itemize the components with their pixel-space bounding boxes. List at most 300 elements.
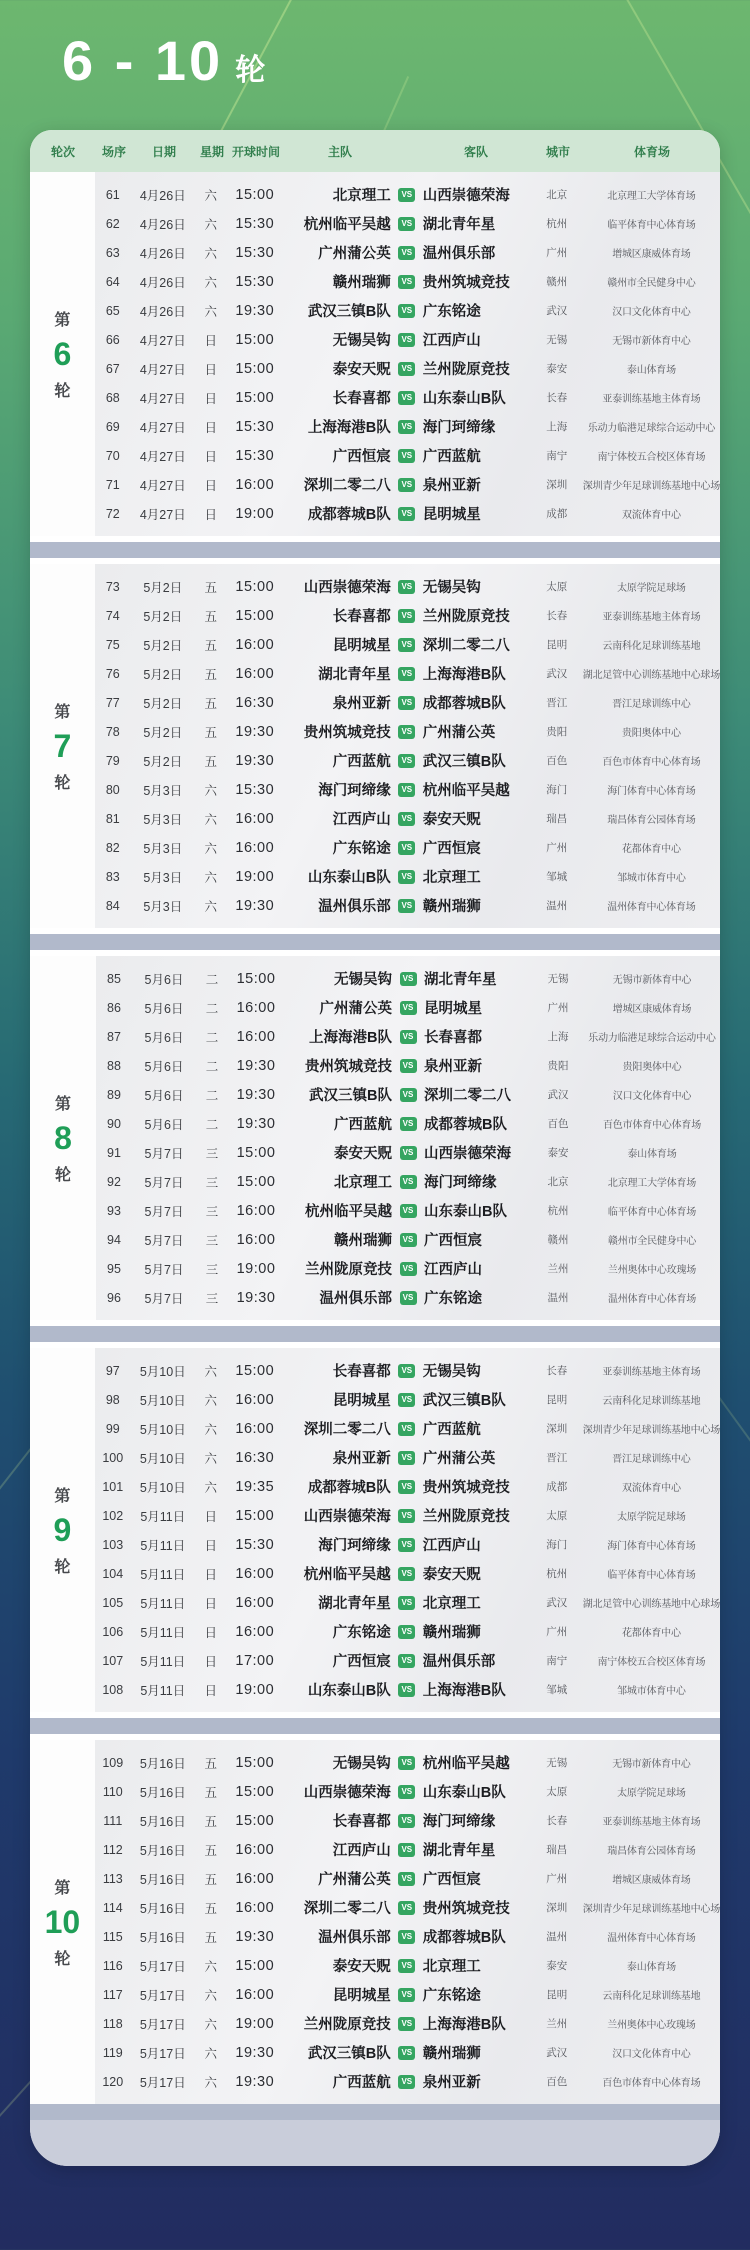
match-city: 深圳 bbox=[546, 1902, 568, 1914]
match-no: 72 bbox=[105, 506, 120, 521]
match-row bbox=[96, 993, 720, 1022]
home-team: 贵州筑城竞技 bbox=[305, 1059, 392, 1075]
match-weekday: 五 bbox=[204, 1814, 218, 1829]
kickoff-time: 15:00 bbox=[235, 578, 275, 595]
match-stadium: 双流体育中心 bbox=[621, 1483, 681, 1494]
match-city: 百色 bbox=[547, 1118, 569, 1130]
match-stadium: 太原学院足球场 bbox=[617, 583, 686, 594]
match-row bbox=[95, 296, 720, 325]
vs-cell bbox=[395, 1901, 419, 1915]
away-team: 广州蒲公英 bbox=[422, 725, 496, 741]
match-weekday: 二 bbox=[205, 1030, 219, 1045]
vs-badge: VS bbox=[400, 1117, 417, 1131]
match-city: 上海 bbox=[547, 1031, 569, 1043]
match-no: 114 bbox=[102, 1900, 123, 1915]
vs-cell bbox=[395, 1480, 419, 1494]
match-city: 太原 bbox=[546, 581, 568, 593]
vs-badge: VS bbox=[398, 1451, 415, 1465]
round-rows bbox=[96, 956, 720, 1320]
match-stadium: 贵阳奥体中心 bbox=[622, 1062, 682, 1073]
header-cell-match-no: 场序 bbox=[101, 144, 126, 159]
match-stadium: 亚泰训练基地主体育场 bbox=[602, 394, 701, 405]
match-date: 5月2日 bbox=[143, 638, 183, 653]
match-row bbox=[95, 2009, 720, 2038]
match-stadium: 百色市体育中心体育场 bbox=[602, 757, 701, 768]
round-number: 9 bbox=[53, 1512, 72, 1548]
match-city: 晋江 bbox=[546, 1452, 568, 1464]
match-city: 贵阳 bbox=[546, 726, 568, 738]
home-team: 泉州亚新 bbox=[332, 696, 391, 712]
match-no: 76 bbox=[105, 666, 120, 681]
kickoff-time: 19:00 bbox=[235, 868, 275, 885]
match-no: 68 bbox=[105, 390, 120, 405]
kickoff-time: 15:00 bbox=[235, 1783, 275, 1800]
match-date: 5月3日 bbox=[143, 812, 183, 827]
match-row bbox=[96, 1196, 720, 1225]
match-no: 94 bbox=[107, 1232, 121, 1247]
match-date: 5月16日 bbox=[139, 1872, 186, 1887]
away-team: 温州俱乐部 bbox=[422, 246, 496, 262]
home-team: 武汉三镇B队 bbox=[307, 2046, 391, 2062]
match-stadium: 瑞昌体育公园体育场 bbox=[607, 815, 696, 826]
vs-cell bbox=[395, 1814, 419, 1828]
home-team: 深圳二零二八 bbox=[303, 1422, 391, 1438]
home-team: 武汉三镇B队 bbox=[307, 304, 391, 320]
match-date: 5月10日 bbox=[139, 1364, 186, 1379]
vs-cell bbox=[395, 1843, 419, 1857]
match-row bbox=[95, 1443, 720, 1472]
kickoff-time: 19:30 bbox=[235, 2073, 275, 2090]
match-no: 88 bbox=[107, 1058, 121, 1073]
vs-cell bbox=[395, 1422, 419, 1436]
match-row bbox=[95, 412, 720, 441]
round-section-7 bbox=[30, 564, 720, 928]
match-weekday: 日 bbox=[204, 362, 218, 377]
kickoff-time: 16:00 bbox=[235, 1986, 275, 2003]
match-no: 87 bbox=[107, 1029, 121, 1044]
schedule-table bbox=[30, 130, 720, 2166]
vs-badge: VS bbox=[398, 1509, 415, 1523]
kickoff-time: 15:00 bbox=[236, 1173, 276, 1190]
match-row bbox=[95, 1385, 720, 1414]
vs-cell bbox=[395, 217, 419, 231]
match-city: 贵阳 bbox=[547, 1060, 569, 1072]
vs-badge: VS bbox=[398, 362, 415, 376]
vs-badge: VS bbox=[398, 870, 415, 884]
home-team: 山西崇德荣海 bbox=[303, 580, 391, 596]
home-team: 杭州临平吴越 bbox=[303, 1567, 391, 1583]
section-divider-band bbox=[30, 1326, 720, 1342]
round-sidebar bbox=[30, 564, 95, 928]
home-team: 武汉三镇B队 bbox=[309, 1088, 392, 1104]
kickoff-time: 15:00 bbox=[235, 1957, 275, 1974]
home-team: 广西蓝航 bbox=[334, 1117, 392, 1133]
kickoff-time: 15:30 bbox=[235, 1536, 275, 1553]
round-label bbox=[54, 307, 72, 401]
section-divider-band bbox=[30, 934, 720, 950]
match-no: 81 bbox=[105, 811, 120, 826]
vs-cell bbox=[395, 333, 419, 347]
home-team: 昆明城星 bbox=[332, 1393, 391, 1409]
match-stadium: 北京理工大学体育场 bbox=[607, 1178, 697, 1189]
match-stadium: 深圳青少年足球训练基地中心场 bbox=[582, 1425, 720, 1436]
match-row bbox=[95, 1472, 720, 1501]
vs-badge: VS bbox=[400, 1030, 417, 1044]
match-stadium: 深圳青少年足球训练基地中心场 bbox=[582, 1904, 720, 1915]
match-date: 5月6日 bbox=[144, 1088, 184, 1103]
away-team: 湖北青年星 bbox=[422, 217, 496, 233]
match-date: 5月2日 bbox=[143, 754, 183, 769]
match-no: 118 bbox=[102, 2016, 123, 2031]
match-no: 61 bbox=[105, 187, 120, 202]
round-sections bbox=[30, 172, 720, 2104]
kickoff-time: 19:00 bbox=[236, 1260, 276, 1277]
match-weekday: 五 bbox=[204, 1785, 218, 1800]
vs-cell bbox=[395, 1683, 419, 1697]
header-cell-home: 主队 bbox=[327, 144, 352, 159]
home-team: 广西恒宸 bbox=[332, 449, 391, 465]
match-city: 泰安 bbox=[546, 363, 568, 375]
match-weekday: 三 bbox=[205, 1291, 219, 1306]
match-date: 5月16日 bbox=[139, 1785, 186, 1800]
match-date: 5月7日 bbox=[144, 1204, 184, 1219]
match-no: 113 bbox=[102, 1871, 123, 1886]
match-row bbox=[95, 891, 720, 920]
home-team: 山西崇德荣海 bbox=[303, 1509, 391, 1525]
match-no: 70 bbox=[105, 448, 120, 463]
kickoff-time: 16:00 bbox=[236, 1231, 276, 1248]
match-no: 86 bbox=[107, 1000, 121, 1015]
match-row bbox=[95, 1675, 720, 1704]
match-city: 南宁 bbox=[546, 1655, 568, 1667]
match-date: 5月16日 bbox=[139, 1843, 186, 1858]
kickoff-time: 16:30 bbox=[235, 1449, 275, 1466]
header-cell-stadium: 体育场 bbox=[633, 144, 670, 159]
match-city: 北京 bbox=[546, 189, 568, 201]
match-city: 百色 bbox=[546, 755, 568, 767]
match-row bbox=[95, 1922, 720, 1951]
match-weekday: 日 bbox=[204, 1683, 218, 1698]
match-city: 上海 bbox=[546, 421, 568, 433]
match-stadium: 花都体育中心 bbox=[621, 1628, 681, 1639]
match-no: 117 bbox=[102, 1987, 123, 2002]
match-weekday: 六 bbox=[204, 1393, 218, 1408]
away-team: 兰州陇原竞技 bbox=[422, 1509, 510, 1525]
away-team: 江西庐山 bbox=[422, 1538, 481, 1554]
match-no: 108 bbox=[102, 1682, 124, 1697]
vs-badge: VS bbox=[398, 449, 415, 463]
kickoff-time: 19:30 bbox=[235, 2044, 275, 2061]
kickoff-time: 15:00 bbox=[236, 970, 276, 987]
match-city: 无锡 bbox=[547, 973, 569, 985]
away-team: 湖北青年星 bbox=[424, 972, 497, 988]
match-date: 5月17日 bbox=[139, 2075, 186, 2090]
match-no: 98 bbox=[105, 1392, 120, 1407]
match-stadium: 泰山体育场 bbox=[626, 365, 676, 376]
kickoff-time: 19:30 bbox=[235, 723, 275, 740]
vs-cell bbox=[396, 1204, 420, 1218]
kickoff-time: 19:30 bbox=[236, 1115, 276, 1132]
home-team: 昆明城星 bbox=[332, 638, 391, 654]
kickoff-time: 16:00 bbox=[235, 636, 275, 653]
vs-badge: VS bbox=[398, 1480, 415, 1494]
match-row bbox=[95, 470, 720, 499]
match-weekday: 五 bbox=[204, 1756, 218, 1771]
away-team: 上海海港B队 bbox=[422, 667, 506, 683]
match-weekday: 五 bbox=[204, 725, 218, 740]
match-weekday: 日 bbox=[204, 507, 218, 522]
match-no: 120 bbox=[102, 2074, 124, 2089]
kickoff-time: 15:30 bbox=[235, 418, 275, 435]
vs-cell bbox=[395, 1959, 419, 1973]
match-stadium: 汉口文化体育中心 bbox=[612, 307, 691, 318]
match-row bbox=[95, 1951, 720, 1980]
kickoff-time: 15:30 bbox=[235, 215, 275, 232]
match-no: 115 bbox=[102, 1929, 123, 1944]
vs-cell bbox=[395, 696, 419, 710]
match-date: 4月27日 bbox=[139, 333, 186, 348]
away-team: 昆明城星 bbox=[424, 1001, 482, 1017]
match-stadium: 无锡市新体育中心 bbox=[612, 975, 692, 986]
match-date: 5月16日 bbox=[139, 1814, 186, 1829]
match-no: 105 bbox=[102, 1595, 124, 1610]
match-city: 温州 bbox=[547, 1292, 569, 1304]
home-team: 杭州临平吴越 bbox=[305, 1204, 392, 1220]
match-weekday: 六 bbox=[204, 1451, 218, 1466]
match-weekday: 五 bbox=[204, 1930, 218, 1945]
vs-cell bbox=[395, 362, 419, 376]
match-stadium: 兰州奥体中心玫瑰场 bbox=[607, 2020, 696, 2031]
match-stadium: 增城区康威体育场 bbox=[612, 1004, 692, 1015]
away-team: 广西恒宸 bbox=[422, 1872, 481, 1888]
match-date: 5月11日 bbox=[140, 1567, 186, 1582]
away-team: 深圳二零二八 bbox=[424, 1088, 511, 1104]
vs-cell bbox=[395, 275, 419, 289]
match-date: 4月27日 bbox=[139, 449, 186, 464]
vs-badge: VS bbox=[398, 1785, 415, 1799]
vs-cell bbox=[395, 1756, 419, 1770]
match-stadium: 湖北足管中心训练基地中心球场 bbox=[582, 670, 720, 681]
home-team: 广东铭途 bbox=[332, 1625, 391, 1641]
vs-badge: VS bbox=[398, 333, 415, 347]
away-team: 北京理工 bbox=[422, 1959, 481, 1975]
match-weekday: 六 bbox=[204, 2017, 218, 2032]
match-weekday: 三 bbox=[205, 1146, 219, 1161]
match-weekday: 六 bbox=[204, 2075, 218, 2090]
match-weekday: 二 bbox=[205, 1059, 219, 1074]
vs-cell bbox=[396, 1001, 420, 1015]
match-no: 92 bbox=[107, 1174, 121, 1189]
match-stadium: 亚泰训练基地主体育场 bbox=[602, 612, 701, 623]
match-row bbox=[96, 1254, 720, 1283]
home-team: 广州蒲公英 bbox=[318, 246, 391, 262]
match-weekday: 三 bbox=[205, 1204, 219, 1219]
match-stadium: 汉口文化体育中心 bbox=[612, 1091, 692, 1102]
match-row bbox=[95, 499, 720, 528]
match-weekday: 五 bbox=[204, 754, 218, 769]
match-weekday: 六 bbox=[204, 1364, 218, 1379]
match-weekday: 六 bbox=[204, 841, 218, 856]
vs-cell bbox=[395, 1451, 419, 1465]
kickoff-time: 19:30 bbox=[236, 1057, 276, 1074]
match-weekday: 六 bbox=[204, 188, 218, 203]
match-no: 116 bbox=[102, 1958, 123, 1973]
match-no: 97 bbox=[105, 1363, 120, 1378]
match-city: 广州 bbox=[546, 1626, 568, 1638]
match-weekday: 六 bbox=[204, 812, 218, 827]
match-no: 73 bbox=[105, 579, 120, 594]
match-stadium: 瑞昌体育公园体育场 bbox=[607, 1846, 696, 1857]
vs-cell bbox=[395, 1538, 419, 1552]
home-team: 海门珂缔缘 bbox=[318, 1538, 391, 1554]
match-row bbox=[95, 630, 720, 659]
vs-cell bbox=[395, 1393, 419, 1407]
vs-cell bbox=[395, 1364, 419, 1378]
vs-badge: VS bbox=[398, 1988, 415, 2002]
match-stadium: 临平体育中心体育场 bbox=[607, 1570, 696, 1581]
match-stadium: 赣州市全民健身中心 bbox=[607, 278, 696, 289]
vs-badge: VS bbox=[398, 1393, 415, 1407]
match-date: 5月6日 bbox=[144, 1030, 184, 1045]
match-city: 瑞昌 bbox=[546, 1844, 568, 1856]
match-weekday: 日 bbox=[204, 420, 218, 435]
home-team: 成都蓉城B队 bbox=[307, 507, 391, 523]
vs-badge: VS bbox=[398, 754, 415, 768]
match-stadium: 亚泰训练基地主体育场 bbox=[602, 1817, 701, 1828]
match-no: 82 bbox=[105, 840, 120, 855]
match-no: 67 bbox=[105, 361, 120, 376]
away-team: 江西庐山 bbox=[422, 333, 481, 349]
vs-badge: VS bbox=[398, 1901, 415, 1915]
away-team: 无锡吴钩 bbox=[422, 1364, 481, 1380]
match-weekday: 日 bbox=[204, 1625, 218, 1640]
match-no: 102 bbox=[102, 1508, 124, 1523]
match-stadium: 晋江足球训练中心 bbox=[612, 699, 691, 710]
kickoff-time: 16:00 bbox=[236, 1028, 276, 1045]
away-team: 海门珂缔缘 bbox=[424, 1175, 497, 1191]
match-date: 5月10日 bbox=[139, 1451, 186, 1466]
vs-cell bbox=[395, 1785, 419, 1799]
match-stadium: 温州体育中心体育场 bbox=[607, 902, 696, 913]
vs-cell bbox=[395, 1625, 419, 1639]
match-weekday: 五 bbox=[204, 1872, 218, 1887]
home-team: 泰安天贶 bbox=[332, 362, 391, 378]
section-divider bbox=[30, 1712, 720, 1740]
vs-badge: VS bbox=[398, 1538, 415, 1552]
match-stadium: 亚泰训练基地主体育场 bbox=[602, 1367, 701, 1378]
away-team: 赣州瑞狮 bbox=[422, 899, 481, 915]
vs-cell bbox=[395, 754, 419, 768]
match-date: 5月2日 bbox=[143, 696, 183, 711]
match-city: 深圳 bbox=[546, 479, 568, 491]
vs-cell bbox=[395, 507, 419, 521]
home-team: 广西恒宸 bbox=[332, 1654, 391, 1670]
match-city: 海门 bbox=[546, 784, 568, 796]
home-team: 无锡吴钩 bbox=[334, 972, 392, 988]
match-city: 广州 bbox=[546, 247, 568, 259]
match-weekday: 日 bbox=[204, 1538, 218, 1553]
match-city: 武汉 bbox=[547, 1089, 569, 1101]
vs-badge: VS bbox=[398, 2046, 415, 2060]
match-weekday: 六 bbox=[204, 1422, 218, 1437]
home-team: 广州蒲公英 bbox=[319, 1001, 392, 1017]
home-team: 杭州临平吴越 bbox=[303, 217, 391, 233]
match-weekday: 二 bbox=[205, 1088, 219, 1103]
match-no: 109 bbox=[102, 1755, 124, 1770]
match-no: 78 bbox=[105, 724, 120, 739]
match-no: 101 bbox=[102, 1479, 124, 1494]
round-number: 7 bbox=[53, 728, 72, 764]
match-weekday: 六 bbox=[204, 899, 218, 914]
match-weekday: 日 bbox=[204, 478, 218, 493]
vs-cell bbox=[395, 1930, 419, 1944]
page-title-unit: 轮 bbox=[235, 54, 266, 87]
match-weekday: 二 bbox=[205, 1001, 219, 1016]
match-row bbox=[95, 180, 720, 209]
home-team: 长春喜都 bbox=[332, 1364, 391, 1380]
match-no: 110 bbox=[102, 1784, 123, 1799]
kickoff-time: 15:30 bbox=[235, 244, 275, 261]
match-row bbox=[95, 238, 720, 267]
away-team: 广东铭途 bbox=[422, 304, 481, 320]
vs-cell bbox=[395, 449, 419, 463]
vs-badge: VS bbox=[398, 1567, 415, 1581]
home-team: 山西崇德荣海 bbox=[303, 1785, 391, 1801]
vs-badge: VS bbox=[400, 1204, 417, 1218]
vs-badge: VS bbox=[398, 812, 415, 826]
kickoff-time: 15:00 bbox=[235, 389, 275, 406]
kickoff-time: 16:00 bbox=[235, 1841, 275, 1858]
match-no: 79 bbox=[105, 753, 120, 768]
home-team: 兰州陇原竞技 bbox=[303, 2017, 391, 2033]
match-weekday: 五 bbox=[204, 1843, 218, 1858]
vs-cell bbox=[396, 1262, 420, 1276]
away-team: 泰安天贶 bbox=[422, 812, 481, 828]
kickoff-time: 19:30 bbox=[235, 302, 275, 319]
vs-cell bbox=[395, 2017, 419, 2031]
match-no: 89 bbox=[107, 1087, 121, 1102]
match-weekday: 三 bbox=[205, 1175, 219, 1190]
round-label bbox=[54, 699, 72, 793]
round-sidebar bbox=[30, 956, 96, 1320]
match-stadium: 赣州市全民健身中心 bbox=[607, 1236, 697, 1247]
vs-badge: VS bbox=[398, 899, 415, 913]
match-date: 4月27日 bbox=[139, 507, 186, 522]
vs-cell bbox=[396, 972, 420, 986]
home-team: 无锡吴钩 bbox=[332, 333, 391, 349]
match-date: 4月26日 bbox=[139, 246, 186, 261]
kickoff-time: 16:00 bbox=[235, 1391, 275, 1408]
away-team: 温州俱乐部 bbox=[422, 1654, 496, 1670]
match-city: 北京 bbox=[547, 1176, 569, 1188]
vs-cell bbox=[395, 899, 419, 913]
round-sidebar bbox=[30, 172, 95, 536]
vs-cell bbox=[395, 725, 419, 739]
round-section-6 bbox=[30, 172, 720, 536]
vs-cell bbox=[395, 1988, 419, 2002]
away-team: 广西蓝航 bbox=[422, 449, 481, 465]
round-label-prefix: 第 bbox=[54, 1488, 71, 1505]
home-team: 成都蓉城B队 bbox=[307, 1480, 391, 1496]
away-team: 武汉三镇B队 bbox=[422, 754, 506, 770]
match-date: 5月11日 bbox=[140, 1596, 186, 1611]
match-weekday: 日 bbox=[204, 333, 218, 348]
away-team: 山西崇德荣海 bbox=[424, 1146, 511, 1162]
vs-badge: VS bbox=[398, 1959, 415, 1973]
vs-cell bbox=[395, 391, 419, 405]
kickoff-time: 16:00 bbox=[235, 1420, 275, 1437]
match-row bbox=[95, 2038, 720, 2067]
